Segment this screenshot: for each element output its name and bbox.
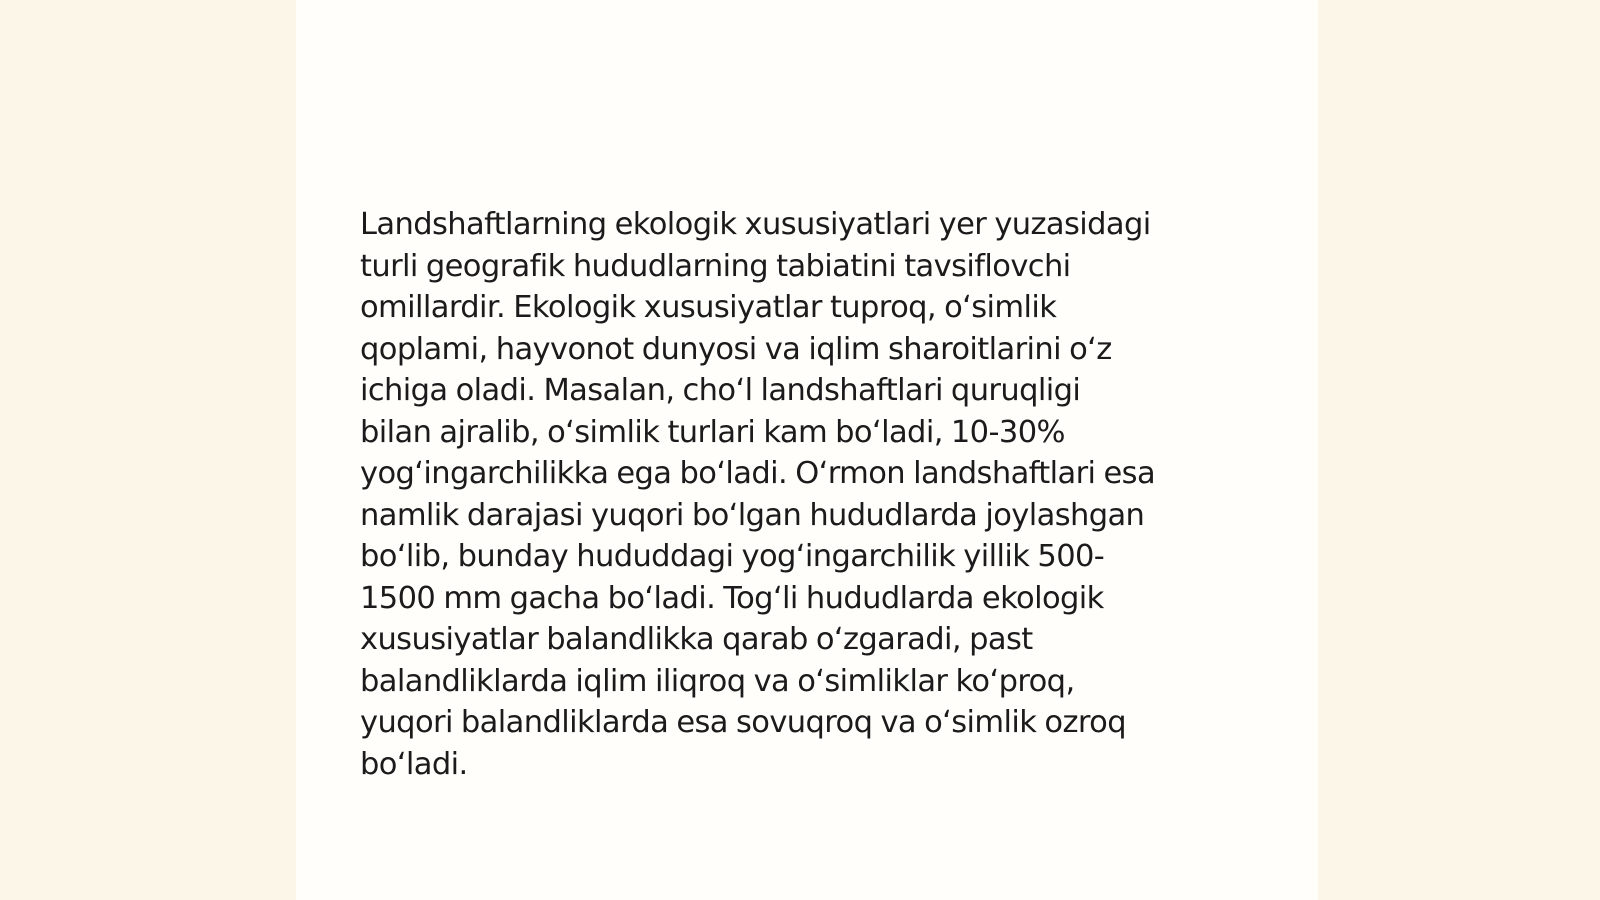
left-margin-panel bbox=[0, 0, 296, 900]
body-line: namlik darajasi yuqori boʻlgan hududlarda joylashgan bbox=[360, 497, 1145, 533]
body-line: xususiyatlar balandlikka qarab oʻzgaradi, past bbox=[360, 622, 1033, 657]
body-line: yuqori balandliklarda esa sovuqroq va oʻsimlik ozroq bbox=[360, 705, 1126, 740]
body-line: ichiga oladi. Masalan, choʻl landshaftlari quruqligi bbox=[360, 373, 1081, 408]
right-margin-panel bbox=[1318, 0, 1600, 900]
body-line: Landshaftlarning ekologik xususiyatlari yer yuzasidagi bbox=[360, 207, 1151, 242]
body-line: yogʻingarchilikka ega boʻladi. Oʻrmon landshaftlari esa bbox=[360, 456, 1156, 491]
body-line: omillardir. Ekologik xususiyatlar tuproq, oʻsimlik bbox=[360, 290, 1057, 325]
body-line: bilan ajralib, oʻsimlik turlari kam boʻladi, 10-30% bbox=[360, 414, 1065, 450]
body-line: 1500 mm gacha boʻladi. Togʻli hududlarda ekologik bbox=[360, 580, 1104, 616]
slide-body-text bbox=[360, 204, 1260, 785]
slide-page bbox=[296, 0, 1318, 900]
body-line: boʻlib, bunday hududdagi yogʻingarchilik yillik 500- bbox=[360, 539, 1105, 574]
body-line: balandliklarda iqlim iliqroq va oʻsimliklar koʻproq, bbox=[360, 663, 1075, 699]
body-line: qoplami, hayvonot dunyosi va iqlim sharoitlarini oʻz bbox=[360, 331, 1112, 367]
body-line: boʻladi. bbox=[360, 746, 468, 782]
body-line: turli geografik hududlarning tabiatini tavsiflovchi bbox=[360, 248, 1071, 284]
